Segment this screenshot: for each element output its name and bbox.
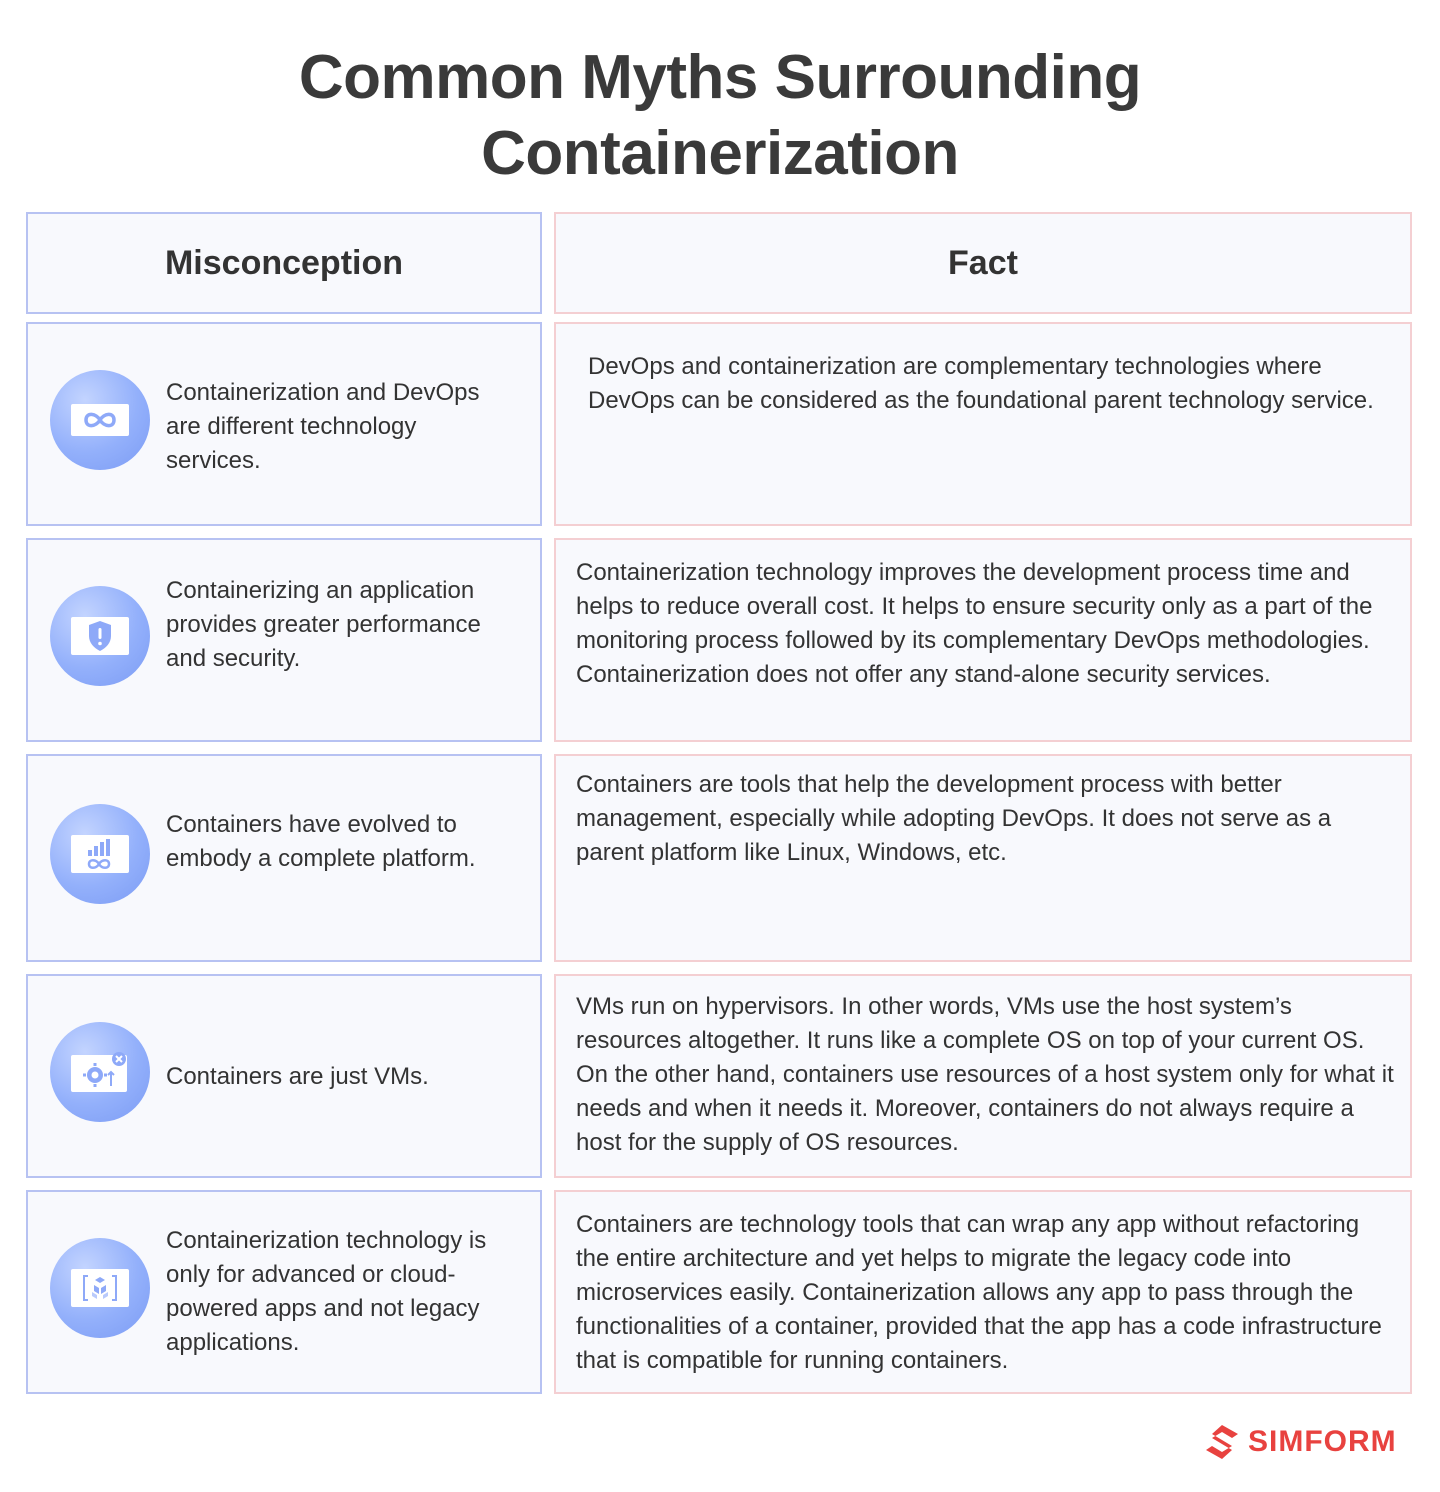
myth-cell-3 — [26, 754, 542, 962]
fact-cell-2 — [554, 538, 1412, 742]
shield-alert-icon — [50, 586, 150, 686]
myth-text-5: Containerization technology is only for advanced or cloud-powered apps and not legacy applications. — [166, 1227, 487, 1356]
myth-cell-2 — [26, 538, 542, 742]
fact-cell-5 — [554, 1190, 1412, 1394]
myth-cell-5 — [26, 1190, 542, 1394]
fact-cell-4 — [554, 974, 1412, 1178]
simform-logo-text: SIMFORM — [1248, 1425, 1397, 1458]
fact-text-2: Containerization technology improves the development process time and helps to reduce overall cost. It helps to ensure security only as a part of the monitoring process followed by its complementary DevOps methodologies. Containerization does not offer any stand-alone security services. — [576, 559, 1373, 688]
page-title-line-2: Containerization — [481, 119, 959, 188]
fact-header — [554, 212, 1412, 314]
myth-cell-1 — [26, 322, 542, 526]
fact-text-1: DevOps and containerization are complementary technologies where DevOps can be considered as the foundational parent technology service. — [588, 353, 1374, 414]
simform-logo — [1202, 1422, 1397, 1462]
chart-infinity-icon — [50, 804, 150, 904]
myth-text-3: Containers have evolved to embody a complete platform. — [166, 811, 476, 872]
myth-cell-4 — [26, 974, 542, 1178]
fact-header-label: Fact — [948, 243, 1018, 282]
fact-text-4: VMs run on hypervisors. In other words, VMs use the host system’s resources altogether. It runs like a complete OS on top of your current OS. On the other hand, containers use resources of a host system only for what it needs and when it needs it. Moreover, containers do not always require a host for the supply of OS resources. — [576, 993, 1394, 1156]
fact-cell-3 — [554, 754, 1412, 962]
vm-gear-icon — [50, 1022, 150, 1122]
myth-text-2: Containerizing an application provides greater performance and security. — [166, 577, 481, 672]
page-title — [0, 40, 1440, 192]
fact-text-5: Containers are technology tools that can wrap any app without refactoring the entire architecture and yet helps to migrate the legacy code into microservices easily. Containerization allows any app to pass through the functionalities of a container, provided that the app has a code infrastructure that is compatible for running containers. — [576, 1211, 1382, 1374]
container-boxes-icon — [50, 1238, 150, 1338]
simform-logo-icon — [1202, 1422, 1242, 1462]
fact-cell-1 — [554, 322, 1412, 526]
myth-text-4: Containers are just VMs. — [166, 1063, 429, 1090]
fact-text-3: Containers are tools that help the development process with better management, especially while adopting DevOps. It does not serve as a parent platform like Linux, Windows, etc. — [576, 771, 1332, 866]
misconception-header — [26, 212, 542, 314]
infinity-icon — [50, 370, 150, 470]
misconception-header-label: Misconception — [164, 243, 404, 282]
myth-text-1: Containerization and DevOps are different technology services. — [166, 379, 480, 474]
page-title-line-1: Common Myths Surrounding — [298, 43, 1142, 112]
